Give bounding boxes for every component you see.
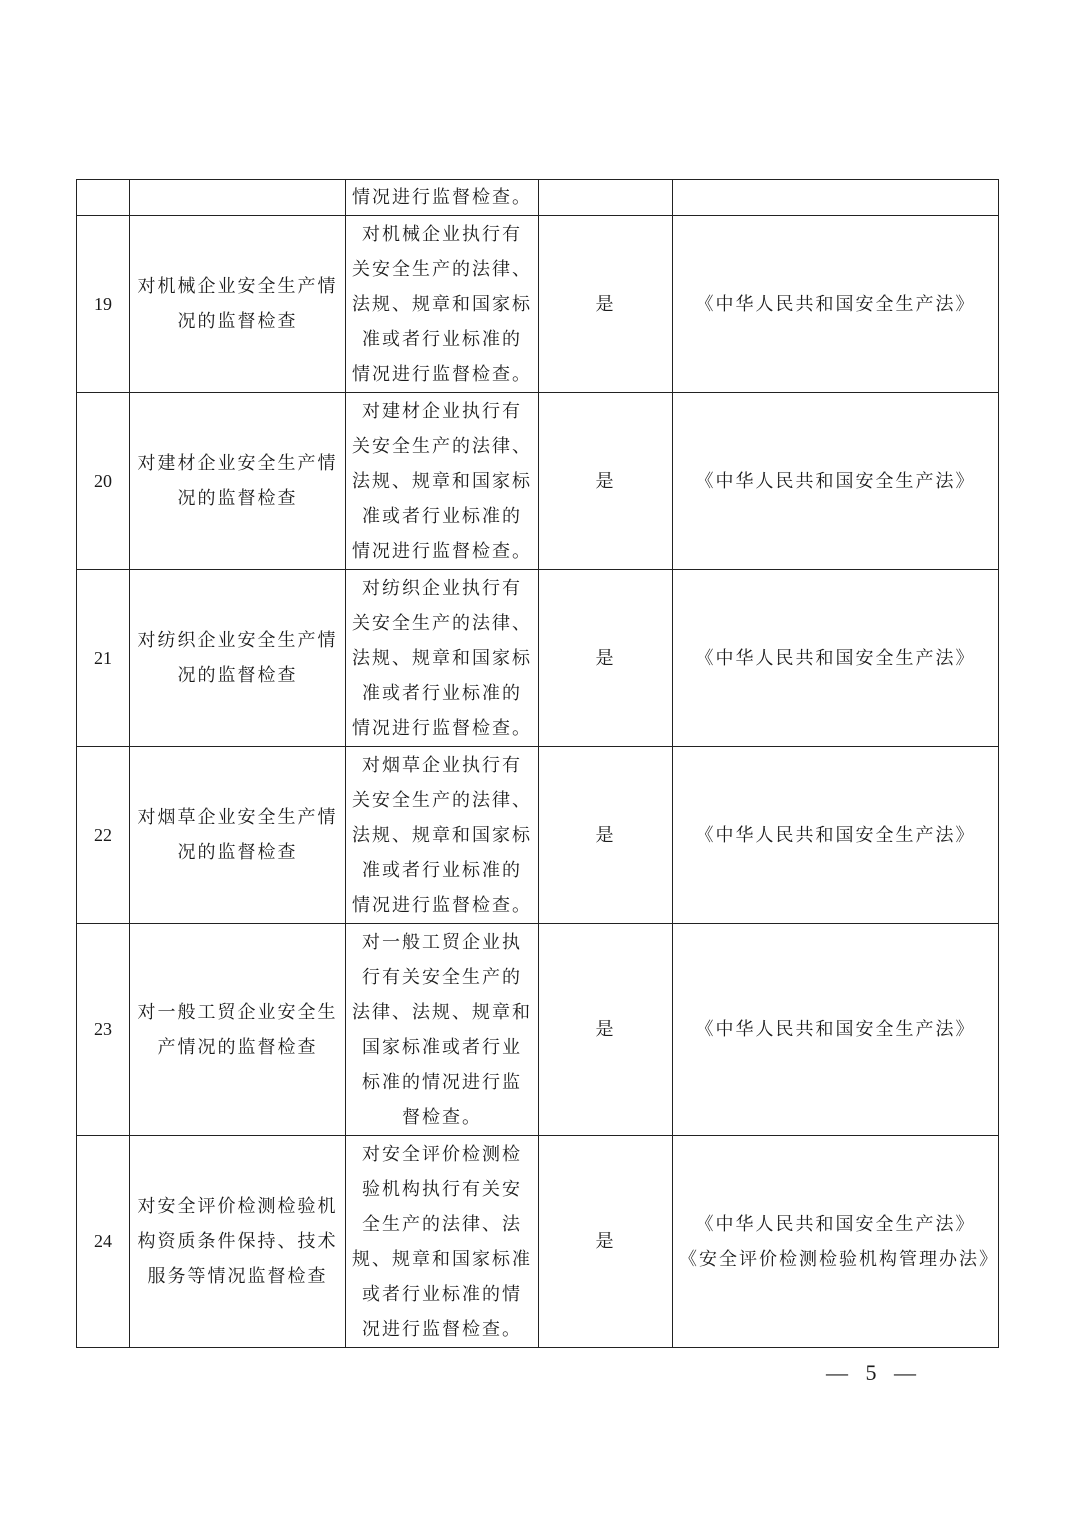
content-line: 验机构执行有关安 bbox=[362, 1178, 522, 1200]
content-line: 对安全评价检测检 bbox=[362, 1143, 522, 1165]
content-line: 法规、规章和国家标 bbox=[352, 470, 532, 492]
num-cell: 21 bbox=[77, 570, 130, 747]
table-row bbox=[77, 393, 999, 570]
content-line: 准或者行业标准的 bbox=[362, 505, 522, 527]
content-line: 行有关安全生产的 bbox=[362, 966, 522, 988]
content-line: 关安全生产的法律、 bbox=[352, 789, 532, 811]
flag-cell: 是 bbox=[539, 216, 673, 393]
table-row bbox=[77, 216, 999, 393]
item-line: 况的监督检查 bbox=[177, 842, 298, 863]
content-line: 法律、法规、规章和 bbox=[352, 1001, 532, 1023]
content-line: 对一般工贸企业执 bbox=[362, 931, 522, 953]
item-line: 对建材企业安全生产情 bbox=[137, 453, 338, 474]
item-cell bbox=[130, 216, 346, 393]
table-row-continuation bbox=[77, 180, 999, 216]
item-line: 对烟草企业安全生产情 bbox=[137, 807, 338, 828]
num-cell bbox=[77, 180, 130, 216]
item-cell bbox=[130, 747, 346, 924]
basis-line: 《中华人民共和国安全生产法》 bbox=[695, 293, 976, 315]
basis-cell bbox=[673, 747, 999, 924]
content-line: 法规、规章和国家标 bbox=[352, 647, 532, 669]
content-line: 况进行监督检查。 bbox=[362, 1318, 522, 1340]
content-line: 法规、规章和国家标 bbox=[352, 293, 532, 315]
basis-cell bbox=[673, 180, 999, 216]
num-cell: 23 bbox=[77, 924, 130, 1136]
basis-cell bbox=[673, 570, 999, 747]
content-cell bbox=[346, 747, 539, 924]
basis-line: 《中华人民共和国安全生产法》 bbox=[695, 1019, 976, 1040]
item-cell bbox=[130, 393, 346, 570]
content-line: 准或者行业标准的 bbox=[362, 328, 522, 350]
num-cell: 24 bbox=[77, 1136, 130, 1348]
flag-cell: 是 bbox=[539, 393, 673, 570]
item-cell bbox=[130, 180, 346, 216]
item-line: 况的监督检查 bbox=[177, 311, 298, 332]
num-cell: 22 bbox=[77, 747, 130, 924]
item-line: 对一般工贸企业安全生 bbox=[137, 1001, 338, 1023]
item-cell bbox=[130, 1136, 346, 1348]
item-line: 对安全评价检测检验机 bbox=[137, 1196, 338, 1217]
basis-line: 《中华人民共和国安全生产法》 bbox=[695, 470, 976, 492]
content-line: 规、规章和国家标准 bbox=[352, 1248, 532, 1270]
num-cell: 19 bbox=[77, 216, 130, 393]
flag-cell: 是 bbox=[539, 1136, 673, 1348]
content-line: 准或者行业标准的 bbox=[362, 682, 522, 704]
flag-cell: 是 bbox=[539, 570, 673, 747]
flag-cell: 是 bbox=[539, 924, 673, 1136]
item-line: 构资质条件保持、技术 bbox=[137, 1231, 338, 1252]
table-row bbox=[77, 1136, 999, 1348]
content-line: 情况进行监督检查。 bbox=[352, 540, 532, 562]
content-line: 情况进行监督检查。 bbox=[352, 187, 532, 208]
item-line: 况的监督检查 bbox=[177, 488, 298, 509]
content-cell bbox=[346, 1136, 539, 1348]
content-line: 督检查。 bbox=[402, 1106, 482, 1128]
content-line: 情况进行监督检查。 bbox=[352, 363, 532, 385]
content-line: 全生产的法律、法 bbox=[362, 1213, 522, 1235]
content-line: 对建材企业执行有 bbox=[362, 400, 522, 422]
basis-cell bbox=[673, 393, 999, 570]
content-cell bbox=[346, 216, 539, 393]
content-line: 情况进行监督检查。 bbox=[352, 717, 532, 739]
item-cell bbox=[130, 570, 346, 747]
content-line: 准或者行业标准的 bbox=[362, 859, 522, 881]
page-number: — 5 — bbox=[826, 1360, 922, 1385]
content-line: 情况进行监督检查。 bbox=[352, 894, 532, 916]
content-line: 关安全生产的法律、 bbox=[352, 612, 532, 634]
item-line: 产情况的监督检查 bbox=[157, 1036, 318, 1058]
basis-cell bbox=[673, 924, 999, 1136]
content-line: 对机械企业执行有 bbox=[362, 223, 522, 245]
item-line: 对机械企业安全生产情 bbox=[137, 276, 338, 297]
regulation-table bbox=[76, 179, 999, 1348]
basis-cell bbox=[673, 1136, 999, 1348]
basis-line: 《中华人民共和国安全生产法》 bbox=[695, 824, 976, 846]
content-line: 关安全生产的法律、 bbox=[352, 435, 532, 457]
content-cell bbox=[346, 180, 539, 216]
item-line: 服务等情况监督检查 bbox=[147, 1266, 328, 1287]
item-line: 对纺织企业安全生产情 bbox=[137, 630, 338, 651]
content-line: 对纺织企业执行有 bbox=[362, 577, 522, 599]
content-cell bbox=[346, 393, 539, 570]
flag-cell bbox=[539, 180, 673, 216]
table-row bbox=[77, 570, 999, 747]
basis-cell bbox=[673, 216, 999, 393]
content-line: 或者行业标准的情 bbox=[362, 1283, 522, 1305]
content-line: 法规、规章和国家标 bbox=[352, 824, 532, 846]
basis-line: 《安全评价检测检验机构管理办法》 bbox=[679, 1248, 999, 1270]
content-line: 关安全生产的法律、 bbox=[352, 258, 532, 280]
item-line: 况的监督检查 bbox=[177, 665, 298, 686]
content-line: 国家标准或者行业 bbox=[362, 1036, 522, 1058]
item-cell bbox=[130, 924, 346, 1136]
content-cell bbox=[346, 570, 539, 747]
flag-cell: 是 bbox=[539, 747, 673, 924]
table-row bbox=[77, 924, 999, 1136]
basis-line: 《中华人民共和国安全生产法》 bbox=[695, 647, 976, 669]
content-line: 对烟草企业执行有 bbox=[362, 754, 522, 776]
basis-line: 《中华人民共和国安全生产法》 bbox=[695, 1213, 976, 1235]
content-line: 标准的情况进行监 bbox=[362, 1071, 522, 1093]
num-cell: 20 bbox=[77, 393, 130, 570]
table-row bbox=[77, 747, 999, 924]
content-cell bbox=[346, 924, 539, 1136]
